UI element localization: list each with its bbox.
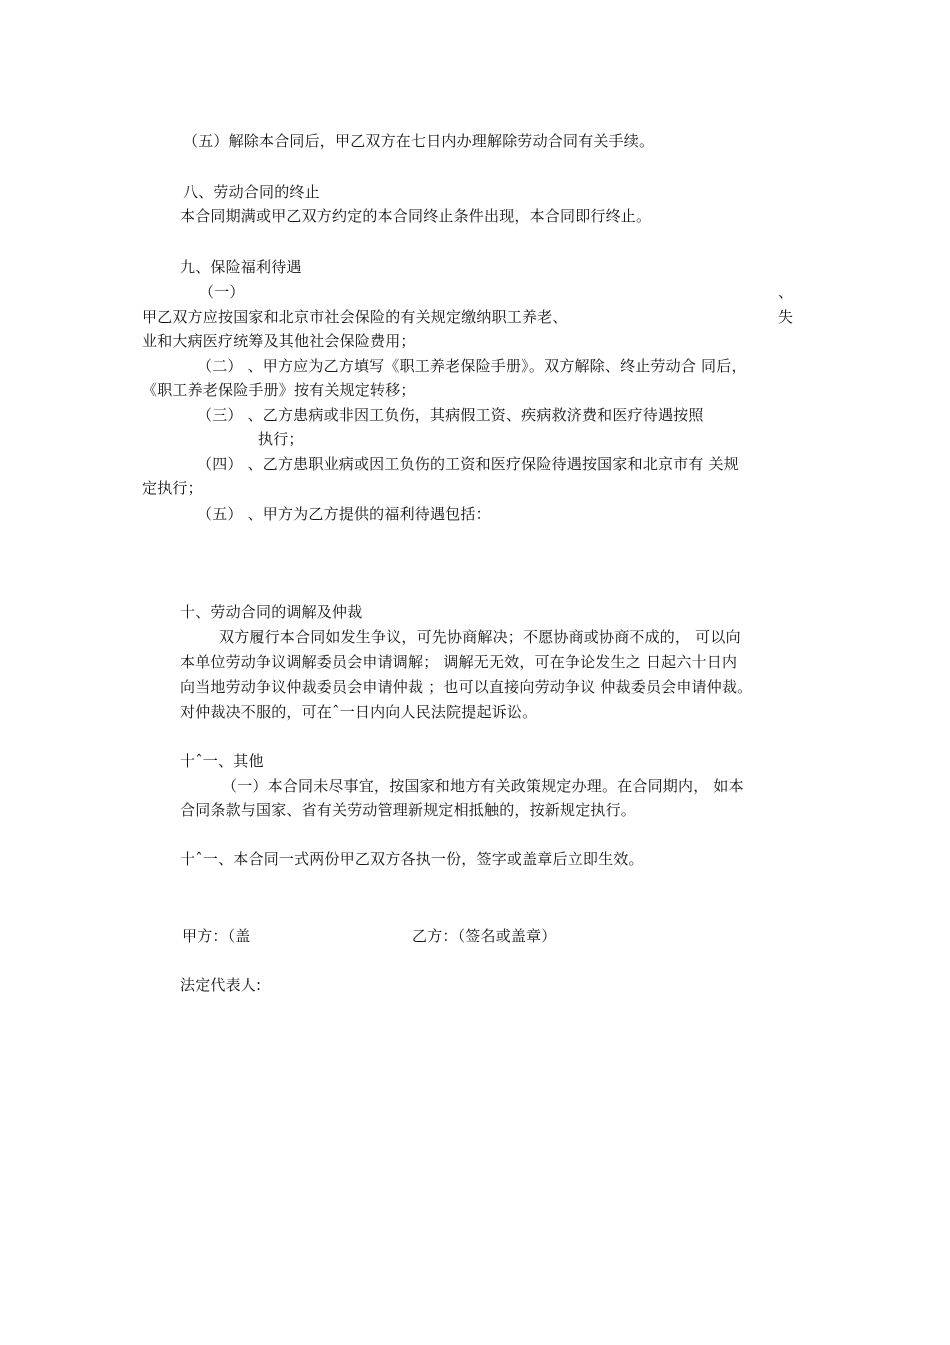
clause-7-5: （五）解除本合同后，甲乙双方在七日内办理解除劳动合同有关手续。 (183, 132, 655, 150)
signature-party-b: 乙方：（签名或盖章） (412, 927, 557, 945)
section-12: 十ˆ一、本合同一式两份甲乙双方各执一份，签字或盖章后立即生效。 (180, 850, 644, 868)
clause-9-2-line-a: （二） 、甲方应为乙方填写《职工养老保险手册》。双方解除、终止劳动合 同后， (197, 357, 747, 375)
legal-representative: 法定代表人: (180, 976, 262, 994)
clause-9-1-label: （一） (199, 283, 245, 301)
section-10-line-2: 本单位劳动争议调解委员会申请调解； 调解无无效，可在争论发生之 日起六十日内 (180, 653, 738, 671)
section-11-heading: 十ˆ一、其他 (180, 752, 264, 770)
section-10-line-1: 双方履行本合同如发生争议，可先协商解决；不愿协商或协商不成的， 可以向 (219, 628, 741, 646)
clause-9-4-line-a: （四） 、乙方患职业病或因工负伤的工资和医疗保险待遇按国家和北京市有 关规 (197, 455, 739, 473)
section-11-line-1: （一）本合同未尽事宜，按国家和地方有关政策规定办理。在合同期内， 如本 (222, 777, 744, 795)
clause-9-1-line-b: 失 (778, 308, 794, 326)
section-10-line-4: 对仲裁决不服的，可在ˆ一日内向人民法院提起诉讼。 (180, 703, 538, 721)
clause-9-1-line-a: 甲乙双方应按国家和北京市社会保险的有关规定缴纳职工养老、 (142, 308, 568, 326)
clause-9-3-line-b: 执行； (258, 430, 304, 448)
clause-9-1-line-c: 业和大病医疗统筹及其他社会保险费用； (142, 332, 416, 350)
clause-9-1-separator: 、 (778, 283, 794, 301)
signature-party-a: 甲方：（盖 (182, 927, 251, 945)
clause-9-4-line-b: 定执行； (142, 479, 203, 497)
clause-9-5: （五） 、甲方为乙方提供的福利待遇包括： (197, 505, 491, 523)
section-8-body: 本合同期满或甲乙双方约定的本合同终止条件出现，本合同即行终止。 (180, 207, 652, 225)
section-9-heading: 九、保险福利待遇 (180, 258, 302, 276)
section-8-heading: 八、劳动合同的终止 (183, 183, 320, 201)
clause-9-2-line-b: 《职工养老保险手册》按有关规定转移； (142, 381, 416, 399)
section-10-heading: 十、劳动合同的调解及仲裁 (180, 603, 363, 621)
clause-9-3-line-a: （三） 、乙方患病或非因工负伤，其病假工资、疾病救济费和医疗待遇按照 (197, 406, 704, 424)
section-11-line-2: 合同条款与国家、省有关劳动管理新规定相抵触的，按新规定执行。 (180, 801, 637, 819)
section-10-line-3: 向当地劳动争议仲裁委员会申请仲裁 ；也可以直接向劳动争议 仲裁委员会申请仲裁。 (180, 678, 753, 696)
